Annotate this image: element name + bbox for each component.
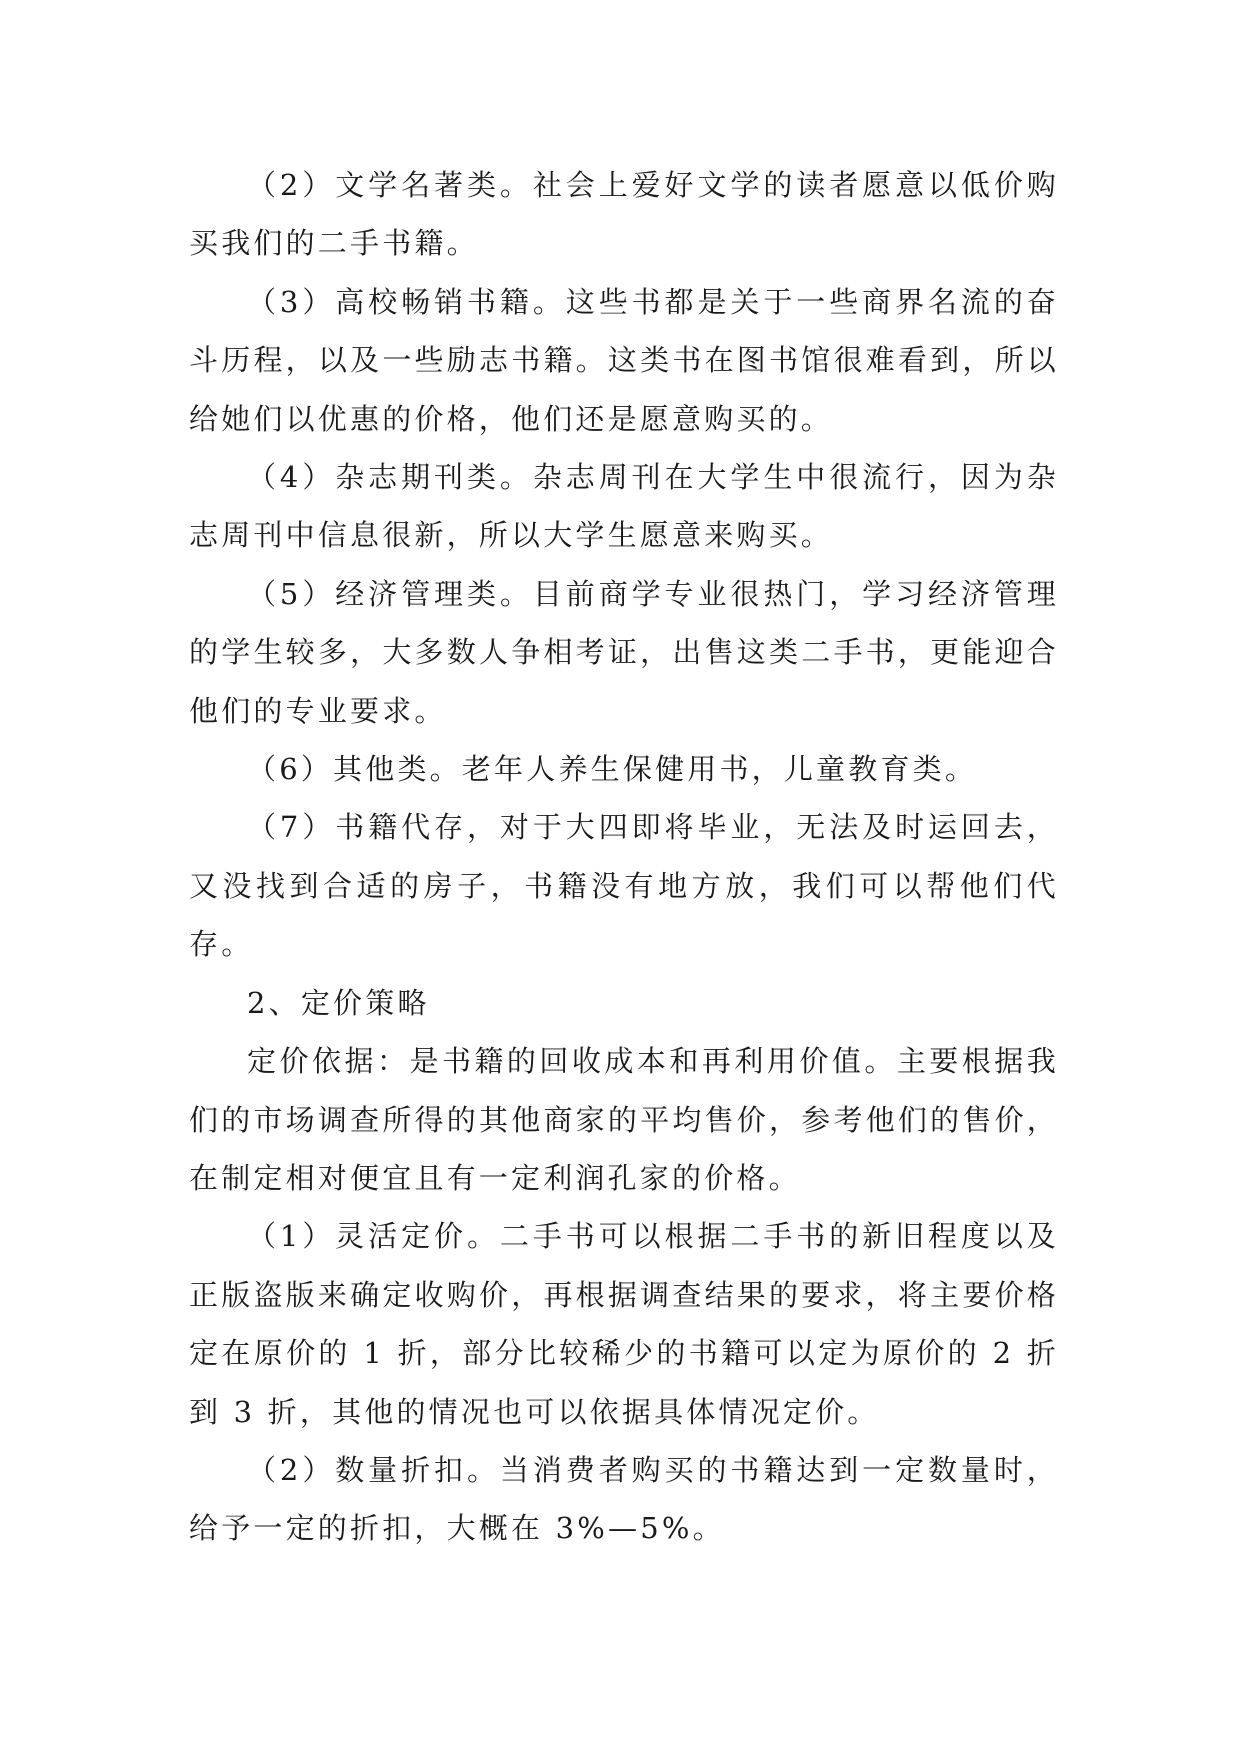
paragraph-flexible-pricing: （1）灵活定价。二手书可以根据二手书的新旧程度以及正版盗版来确定收购价，再根据调查结果的要求，将主要价格定在原价的 1 折，部分比较稀少的书籍可以定为原价的 2 折到 3 折，其他的情况也可以依据具体情况定价。: [189, 1219, 1059, 1429]
paragraph-pricing-basis: 定价依据：是书籍的回收成本和再利用价值。主要根据我们的市场调查所得的其他商家的平均售价，参考他们的售价，在制定相对便宜且有一定利润孔家的价格。: [189, 1044, 1059, 1195]
document-body: [189, 156, 1059, 1558]
paragraph-quantity-discount: （2）数量折扣。当消费者购买的书籍达到一定数量时，给予一定的折扣，大概在 3%—5%。: [189, 1452, 1059, 1546]
paragraph-category-economics: （5）经济管理类。目前商学专业很热门，学习经济管理的学生较多，大多数人争相考证，出售这类二手书，更能迎合他们的专业要求。: [189, 576, 1059, 728]
paragraph-category-magazines: （4）杂志期刊类。杂志周刊在大学生中很流行，因为杂志周刊中信息很新，所以大学生愿意来购买。: [189, 460, 1059, 553]
paragraph-category-literature: （2）文学名著类。社会上爱好文学的读者愿意以低价购买我们的二手书籍。: [189, 168, 1059, 261]
paragraph-category-other: （6）其他类。老年人养生保健用书，儿童教育类。: [247, 752, 978, 787]
section-heading-pricing-strategy: 2、定价策略: [247, 985, 430, 1020]
paragraph-category-bestsellers: （3）高校畅销书籍。这些书都是关于一些商界名流的奋斗历程，以及一些励志书籍。这类书在图书馆很难看到，所以给她们以优惠的价格，他们还是愿意购买的。: [189, 284, 1059, 436]
paragraph-book-storage: （7）书籍代存，对于大四即将毕业，无法及时运回去，又没找到合适的房子，书籍没有地方放，我们可以帮他们代存。: [189, 810, 1059, 962]
